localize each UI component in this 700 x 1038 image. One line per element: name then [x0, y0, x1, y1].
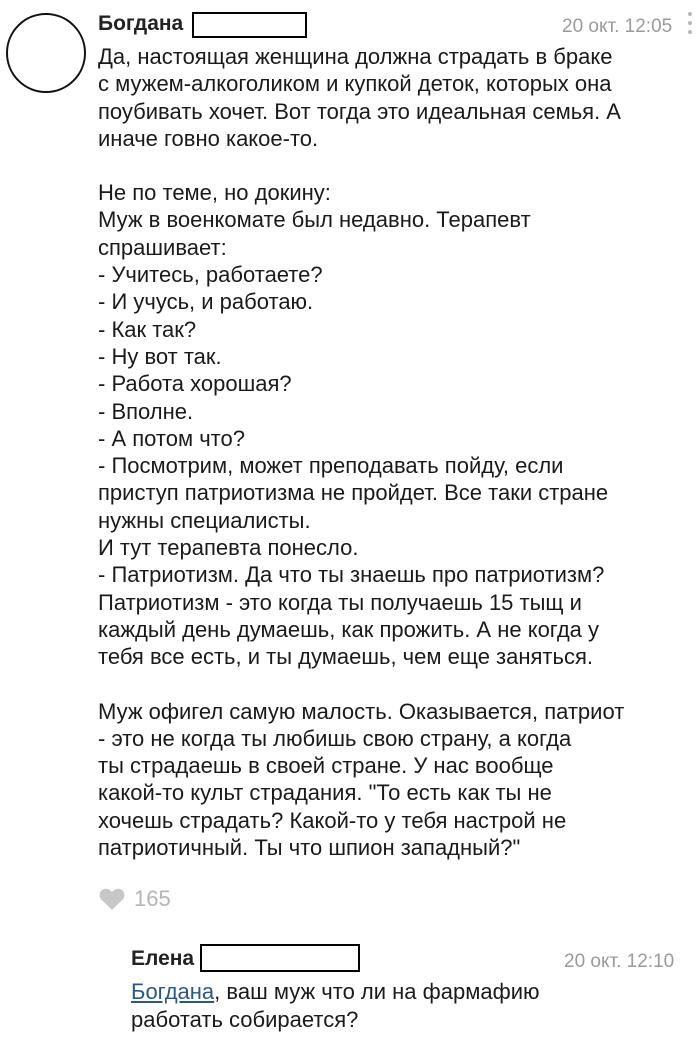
comment-text-line: Муж в военкомате был недавно. Терапевт	[98, 207, 531, 233]
comment-text-line: поубивать хочет. Вот тогда это идеальная семья. А	[98, 98, 621, 124]
heart-icon	[99, 888, 125, 911]
reply-body	[131, 978, 691, 1034]
comment-text-line: Да, настоящая женщина должна страдать в браке	[98, 44, 613, 69]
redacted-name-box	[192, 12, 307, 38]
comment-text-line: с мужем-алкоголиком и купкой деток, которых она	[98, 71, 612, 97]
comment-text-line: - Посмотрим, может преподавать пойду, если	[98, 453, 564, 479]
comment-text-line: каждый день думаешь, как прожить. А не когда у	[98, 616, 600, 642]
comment-text-line: спрашивает:	[98, 234, 227, 260]
reply-author[interactable]: Елена	[131, 947, 195, 970]
comment-text-line: - А потом что?	[98, 425, 245, 451]
comment-text-line: Муж офигел самую малость. Оказывается, патриот	[98, 698, 625, 724]
comment-author[interactable]: Богдана	[98, 12, 184, 35]
comment-text-line: - Патриотизм. Да что ты знаешь про патриотизм?	[98, 562, 605, 588]
more-options-icon[interactable]	[687, 12, 693, 44]
comment-text-line: тебя все есть, и ты думаешь, чем еще заняться.	[98, 644, 593, 670]
reply-text-line: работать собирается?	[131, 1007, 359, 1032]
comment-text-line: иначе говно какое-то.	[98, 125, 319, 151]
comment-text-line: - Работа хорошая?	[98, 371, 292, 397]
comment-text-line: приступ патриотизма не пройдет. Все таки стране	[98, 480, 609, 506]
comment-text-line: - Учитесь, работаете?	[98, 262, 323, 288]
comment-text-line: нужны специалисты.	[98, 507, 311, 533]
like-count: 165	[134, 886, 171, 911]
comment-text-line: - И учусь, и работаю.	[98, 289, 314, 315]
comment-text-line: патриотичный. Ты что шпион западный?"	[98, 835, 521, 861]
comment-text-line: хочешь страдать? Какой-то у тебя настрой не	[98, 807, 567, 833]
comment-text-line: - Ну вот так.	[98, 343, 222, 369]
comment-text-line: И тут терапевта понесло.	[98, 535, 359, 561]
avatar[interactable]	[6, 13, 86, 93]
paragraph-gap	[98, 152, 694, 179]
comment-text-line: - Вполне.	[98, 398, 194, 424]
comment-text-line: Патриотизм - это когда ты получаешь 15 тыщ и	[98, 589, 582, 615]
comment-text-line: - это не когда ты любишь свою страну, а когда	[98, 725, 572, 751]
comment-text-line: какой-то культ страдания. "То есть как ты не	[98, 780, 552, 806]
reply-time[interactable]: 20 окт. 12:10	[564, 951, 675, 972]
comment-text-line: Не по теме, но докину:	[98, 180, 331, 206]
reply-text: , ваш муж что ли на фармафию	[214, 979, 540, 1004]
comment-text-line: - Как так?	[98, 316, 197, 342]
redacted-name-box	[200, 944, 360, 972]
comment-text-line: ты страдаешь в своей стране. У нас вообще	[98, 753, 554, 779]
paragraph-gap	[98, 671, 694, 698]
comment-body	[98, 43, 694, 861]
mention-link[interactable]: Богдана	[131, 979, 215, 1004]
comment-time[interactable]: 20 окт. 12:05	[562, 16, 673, 37]
like-button[interactable]	[99, 885, 171, 913]
